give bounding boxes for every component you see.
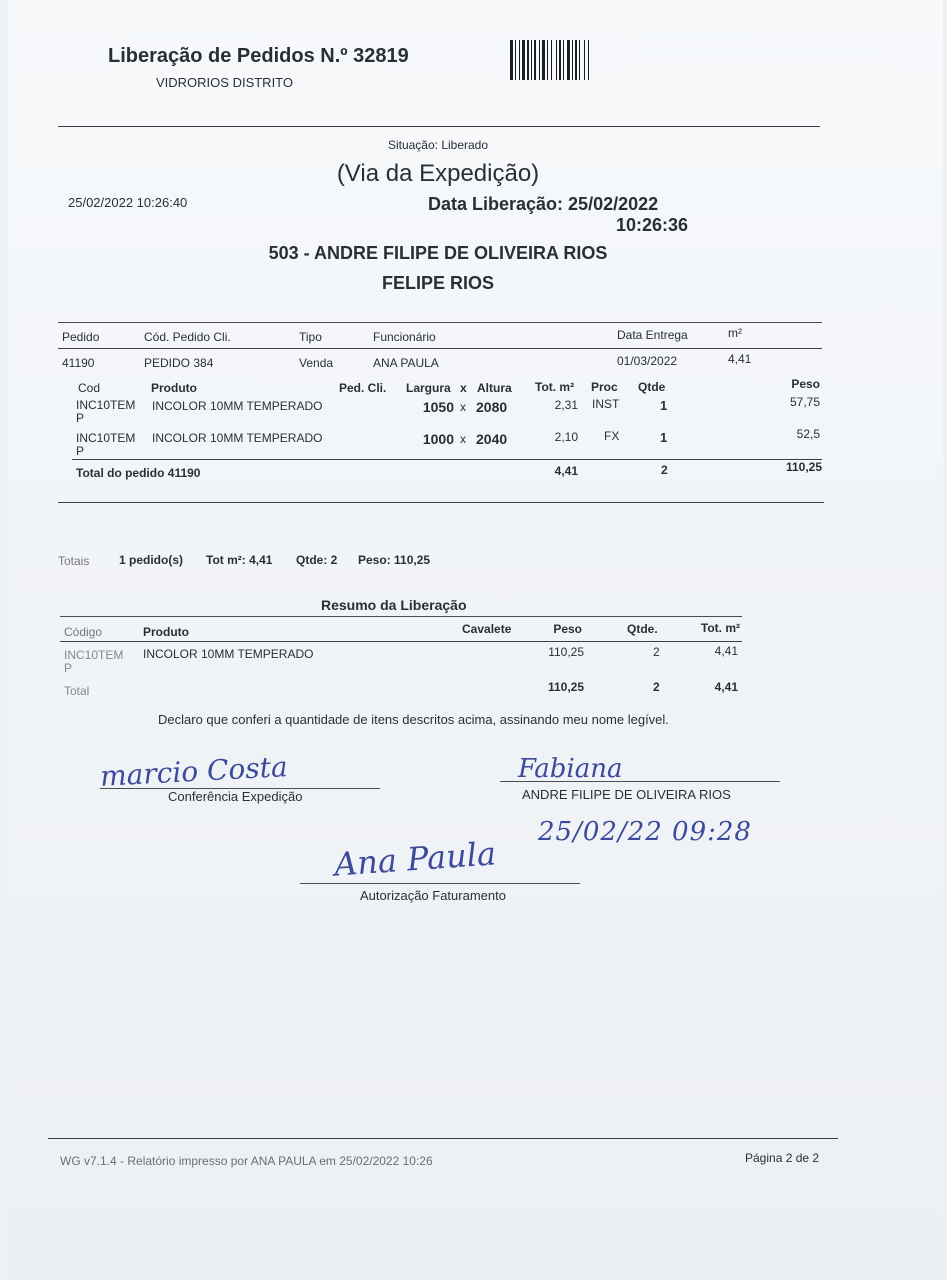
summary-col-qtde: Qtde.: [627, 622, 658, 636]
item-weight: 52,5: [796, 427, 820, 441]
col-m2: m²: [728, 326, 742, 340]
item-weight: 57,75: [789, 395, 820, 409]
summary-row-qty: 2: [653, 645, 660, 659]
declaration-text: Declaro que conferi a quantidade de itens descritos acima, assinando meu nome legível.: [158, 712, 669, 727]
order-total-m2: 4,41: [554, 464, 578, 478]
summary-row-code-suffix: P: [64, 661, 73, 675]
item-x: x: [460, 432, 466, 446]
col-data-entrega: Data Entrega: [617, 328, 688, 342]
barcode: [510, 40, 644, 80]
col-x: x: [460, 381, 467, 395]
conference-label: Conferência Expedição: [168, 789, 303, 804]
divider: [72, 459, 822, 460]
totals-orders: 1 pedido(s): [119, 553, 184, 567]
item-process: FX: [604, 429, 620, 443]
summary-col-codigo: Código: [64, 625, 103, 639]
item-m2: 2,10: [554, 430, 578, 444]
item-height: 2040: [476, 431, 508, 447]
order-delivery-date: 01/03/2022: [617, 354, 678, 368]
col-tipo: Tipo: [299, 330, 322, 344]
item-product: INCOLOR 10MM TEMPERADO: [152, 431, 323, 445]
item-x: x: [460, 400, 466, 414]
item-m2: 2,31: [554, 398, 578, 412]
col-cod: Cod: [78, 381, 101, 395]
col-cod-cli: Cód. Pedido Cli.: [144, 330, 231, 344]
signature-line: [500, 781, 780, 782]
summary-col-peso: Peso: [553, 622, 582, 636]
col-tot-m2: Tot. m²: [535, 380, 575, 394]
item-cod: INC10TEM: [76, 431, 136, 445]
divider: [58, 348, 822, 349]
summary-row-product: INCOLOR 10MM TEMPERADO: [143, 647, 314, 661]
signature-line: [300, 883, 580, 884]
summary-row-code: INC10TEM: [64, 648, 124, 662]
totals-m2: Tot m²: 4,41: [206, 553, 273, 567]
company-name: VIDRORIOS DISTRITO: [156, 75, 293, 90]
document-title: Liberação de Pedidos N.º 32819: [108, 45, 409, 67]
col-peso: Peso: [791, 377, 820, 391]
handwritten-date: 25/02/22 09:28: [538, 817, 752, 847]
item-cod-suffix: P: [76, 411, 85, 425]
item-width: 1000: [422, 431, 454, 447]
divider: [58, 126, 820, 127]
order-total-label: Total do pedido 41190: [76, 466, 201, 480]
item-qty: 1: [660, 430, 668, 445]
col-funcionario: Funcionário: [373, 330, 436, 344]
item-width: 1050: [422, 399, 454, 415]
summary-col-m2: Tot. m²: [700, 621, 740, 635]
document-page: [8, 0, 943, 1280]
col-produto: Produto: [151, 381, 197, 395]
summary-col-produto: Produto: [143, 625, 189, 639]
summary-col-cavalete: Cavalete: [462, 622, 512, 636]
col-pedido: Pedido: [62, 330, 100, 344]
summary-total-weight: 110,25: [547, 680, 584, 694]
order-total-weight: 110,25: [785, 460, 822, 474]
authorization-signature: Ana Paula: [332, 834, 498, 884]
status-text: Situação: Liberado: [387, 138, 489, 152]
order-employee: ANA PAULA: [373, 356, 439, 370]
summary-total-qty: 2: [653, 680, 660, 694]
authorization-label: Autorização Faturamento: [360, 888, 506, 903]
col-qtde: Qtde: [638, 380, 666, 394]
col-proc: Proc: [591, 380, 618, 394]
order-total-qty: 2: [661, 463, 668, 477]
summary-row-weight: 110,25: [548, 645, 584, 659]
client-nickname: FELIPE RIOS: [381, 273, 495, 293]
item-product: INCOLOR 10MM TEMPERADO: [152, 399, 323, 413]
order-number: 41190: [62, 356, 95, 370]
release-time: 10:26:36: [615, 215, 688, 235]
divider: [48, 1138, 838, 1139]
footer-report-info: WG v7.1.4 - Relatório impresso por ANA PAULA em 25/02/2022 10:26: [60, 1154, 433, 1168]
conference-signature: marcio Costa: [99, 750, 289, 793]
totals-weight: Peso: 110,25: [358, 553, 431, 567]
summary-total-label: Total: [64, 684, 90, 698]
client-signature: Fabiana: [518, 754, 623, 784]
order-type: Venda: [299, 356, 334, 370]
item-process: INST: [592, 397, 620, 411]
divider: [60, 641, 742, 642]
item-qty: 1: [660, 398, 668, 413]
totals-label: Totais: [58, 554, 90, 568]
client-name: 503 - ANDRE FILIPE DE OLIVEIRA RIOS: [268, 243, 608, 263]
item-cod-suffix: P: [76, 444, 85, 458]
order-m2: 4,41: [728, 352, 752, 366]
col-largura: Largura: [406, 381, 451, 395]
col-ped-cli: Ped. Cli.: [339, 381, 387, 395]
print-timestamp: 25/02/2022 10:26:40: [68, 195, 188, 210]
divider: [58, 502, 824, 503]
order-client-code: PEDIDO 384: [144, 356, 214, 370]
divider: [60, 616, 742, 617]
item-cod: INC10TEM: [76, 398, 136, 412]
page-number: Página 2 de 2: [745, 1151, 820, 1165]
via-label: (Via da Expedição): [336, 160, 540, 187]
item-height: 2080: [476, 399, 508, 415]
divider: [58, 322, 822, 323]
col-altura: Altura: [477, 381, 512, 395]
release-date: Data Liberação: 25/02/2022: [428, 194, 659, 214]
client-signature-label: ANDRE FILIPE DE OLIVEIRA RIOS: [522, 787, 731, 802]
summary-title: Resumo da Liberação: [321, 597, 467, 613]
summary-total-m2: 4,41: [714, 680, 738, 694]
summary-row-m2: 4,41: [714, 644, 738, 658]
totals-qty: Qtde: 2: [296, 553, 338, 567]
